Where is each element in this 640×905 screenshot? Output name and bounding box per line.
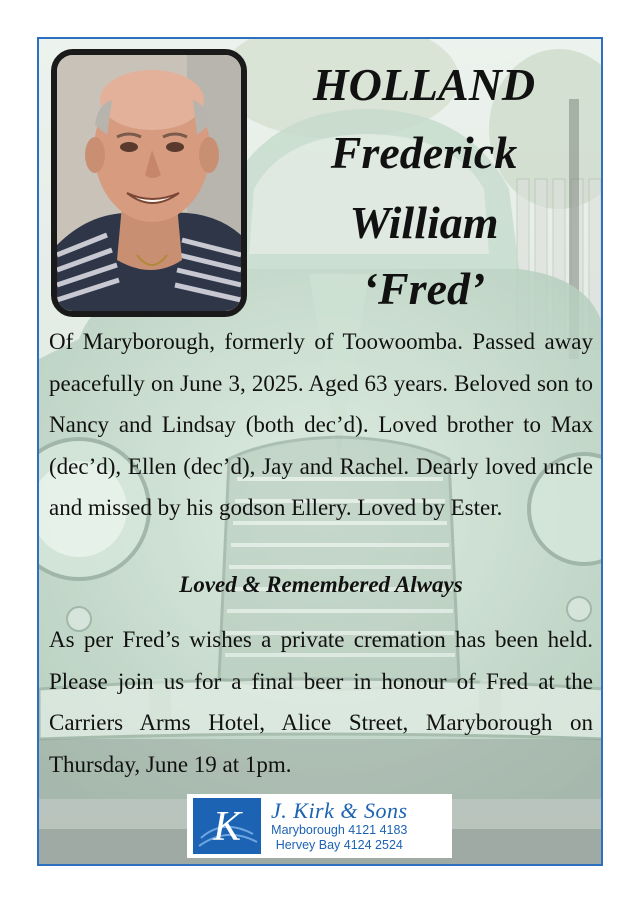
surname-heading: HOLLAND xyxy=(312,59,536,110)
logo-text-block xyxy=(271,799,408,853)
notice-frame xyxy=(37,37,603,866)
portrait-photo xyxy=(51,49,247,317)
branch-hervey-bay: Hervey Bay 4124 2524 xyxy=(275,838,403,852)
funeral-director-name: J. Kirk & Sons xyxy=(271,798,408,823)
kirk-logo-mark-icon xyxy=(193,798,261,854)
first-name-heading: Frederick xyxy=(330,127,518,178)
funeral-director-logo xyxy=(187,794,452,858)
branch-maryborough: Maryborough 4121 4183 xyxy=(271,823,408,837)
middle-name-heading: William xyxy=(349,197,499,248)
notice-paragraph-2: As per Fred’s wishes a private cremation has been held. Please join us for a final beer in honour of Fred at the Carriers Arms Hotel, Alice Street, Maryborough on Thursday, June 19 at 1pm. xyxy=(49,627,593,777)
logo-letter: K xyxy=(212,804,242,850)
notice-paragraph-1: Of Maryborough, formerly of Toowoomba. Passed away peacefully on June 3, 2025. Aged 63 years. Beloved son to Nancy and Lindsay (both dec’d). Loved brother to Max (dec’d), Ellen (dec’d), Jay and Rachel. Dearly loved uncle and missed by his godson Ellery. Loved by Ester. xyxy=(49,329,593,520)
remembrance-subheading: Loved & Remembered Always xyxy=(179,572,463,597)
nickname-heading: ‘Fred’ xyxy=(362,263,486,314)
